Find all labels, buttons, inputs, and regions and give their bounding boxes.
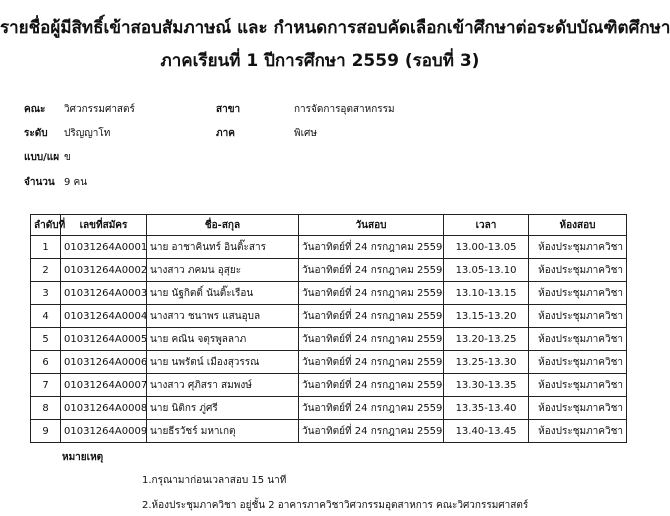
table-row	[31, 420, 627, 443]
table-row	[31, 305, 627, 328]
cell-room: ห้องประชุมภาควิชา	[529, 374, 627, 397]
table-row	[31, 236, 627, 259]
cell-date: วันอาทิตย์ที่ 24 กรกฎาคม 2559	[299, 259, 444, 282]
col-header-id: เลขที่สมัคร	[61, 215, 147, 236]
count-label: จำนวน	[24, 177, 55, 188]
cell-no: 3	[31, 282, 61, 305]
faculty-value: วิศวกรรมศาสตร์	[64, 104, 135, 115]
candidate-table	[30, 214, 627, 443]
cell-name: นาย อาชาคินทร์ อินติ๊ะสาร	[147, 236, 299, 259]
cell-no: 6	[31, 351, 61, 374]
table-row	[31, 328, 627, 351]
table-row	[31, 282, 627, 305]
cell-room: ห้องประชุมภาควิชา	[529, 236, 627, 259]
cell-name: นายธีรวัชร์ มหาเกตุ	[147, 420, 299, 443]
table-header-row	[31, 215, 627, 236]
col-header-room: ห้องสอบ	[529, 215, 627, 236]
cell-id: 01031264A0005	[61, 328, 147, 351]
cell-date: วันอาทิตย์ที่ 24 กรกฎาคม 2559	[299, 374, 444, 397]
program-label: ภาค	[216, 128, 235, 139]
cell-no: 4	[31, 305, 61, 328]
cell-room: ห้องประชุมภาควิชา	[529, 351, 627, 374]
cell-id: 01031264A0008	[61, 397, 147, 420]
cell-time: 13.05-13.10	[444, 259, 529, 282]
col-header-name: ชื่อ-สกุล	[147, 215, 299, 236]
cell-time: 13.35-13.40	[444, 397, 529, 420]
table-row	[31, 351, 627, 374]
cell-id: 01031264A0003	[61, 282, 147, 305]
cell-name: นางสาว ชนาพร แสนอุบล	[147, 305, 299, 328]
cell-name: นาย นิติกร ภู่ศรี	[147, 397, 299, 420]
cell-name: นางสาว ภคมน อุสุยะ	[147, 259, 299, 282]
document-title: รายชื่อผู้มีสิทธิ์เข้าสอบสัมภาษณ์ และ กำหนดการสอบคัดเลือกเข้าศึกษาต่อระดับบัณฑิตศึกษา	[0, 18, 670, 38]
document-subtitle: ภาคเรียนที่ 1 ปีการศึกษา 2559 (รอบที่ 3)	[160, 51, 480, 71]
cell-date: วันอาทิตย์ที่ 24 กรกฎาคม 2559	[299, 282, 444, 305]
table-row	[31, 374, 627, 397]
level-value: ปริญญาโท	[64, 128, 111, 139]
cell-room: ห้องประชุมภาควิชา	[529, 305, 627, 328]
count-value: 9 คน	[64, 177, 88, 188]
cell-time: 13.40-13.45	[444, 420, 529, 443]
note-2: 2.ห้องประชุมภาควิชา อยู่ชั้น 2 อาคารภาควิชาวิศวกรรมอุตสาหการ คณะวิศวกรรมศาสตร์	[142, 500, 529, 511]
cell-time: 13.20-13.25	[444, 328, 529, 351]
cell-id: 01031264A0004	[61, 305, 147, 328]
faculty-label: คณะ	[24, 104, 46, 115]
col-header-time: เวลา	[444, 215, 529, 236]
cell-name: นางสาว ศุภิสรา สมพงษ์	[147, 374, 299, 397]
cell-time: 13.25-13.30	[444, 351, 529, 374]
note-1: 1.กรุณามาก่อนเวลาสอบ 15 นาที	[142, 475, 287, 486]
cell-id: 01031264A0002	[61, 259, 147, 282]
program-value: พิเศษ	[294, 128, 317, 139]
cell-id: 01031264A0006	[61, 351, 147, 374]
cell-room: ห้องประชุมภาควิชา	[529, 328, 627, 351]
cell-room: ห้องประชุมภาควิชา	[529, 397, 627, 420]
cell-room: ห้องประชุมภาควิชา	[529, 282, 627, 305]
cell-id: 01031264A0007	[61, 374, 147, 397]
cell-date: วันอาทิตย์ที่ 24 กรกฎาคม 2559	[299, 397, 444, 420]
major-label: สาขา	[216, 104, 241, 115]
cell-id: 01031264A0001	[61, 236, 147, 259]
table-row	[31, 397, 627, 420]
cell-no: 8	[31, 397, 61, 420]
cell-date: วันอาทิตย์ที่ 24 กรกฎาคม 2559	[299, 236, 444, 259]
cell-name: นาย นพรัตน์ เมืองสุวรรณ	[147, 351, 299, 374]
cell-name: นาย คณิน จตุรพูลลาภ	[147, 328, 299, 351]
col-header-date: วันสอบ	[299, 215, 444, 236]
cell-no: 2	[31, 259, 61, 282]
cell-no: 1	[31, 236, 61, 259]
cell-no: 5	[31, 328, 61, 351]
cell-no: 7	[31, 374, 61, 397]
cell-time: 13.10-13.15	[444, 282, 529, 305]
cell-time: 13.30-13.35	[444, 374, 529, 397]
table-row	[31, 259, 627, 282]
cell-no: 9	[31, 420, 61, 443]
cell-date: วันอาทิตย์ที่ 24 กรกฎาคม 2559	[299, 328, 444, 351]
plan-label: แบบ/แผ	[24, 152, 60, 163]
cell-room: ห้องประชุมภาควิชา	[529, 420, 627, 443]
cell-id: 01031264A0009	[61, 420, 147, 443]
plan-value: ข	[64, 152, 71, 163]
col-header-no: ลำดับที่	[31, 215, 61, 236]
major-value: การจัดการอุตสาหกรรม	[294, 104, 395, 115]
cell-date: วันอาทิตย์ที่ 24 กรกฎาคม 2559	[299, 420, 444, 443]
cell-name: นาย นัฐกิตติ์ นันติ๊ะเรือน	[147, 282, 299, 305]
cell-date: วันอาทิตย์ที่ 24 กรกฎาคม 2559	[299, 305, 444, 328]
level-label: ระดับ	[24, 128, 48, 139]
cell-time: 13.15-13.20	[444, 305, 529, 328]
notes-heading: หมายเหตุ	[62, 452, 104, 463]
cell-room: ห้องประชุมภาควิชา	[529, 259, 627, 282]
cell-date: วันอาทิตย์ที่ 24 กรกฎาคม 2559	[299, 351, 444, 374]
cell-time: 13.00-13.05	[444, 236, 529, 259]
